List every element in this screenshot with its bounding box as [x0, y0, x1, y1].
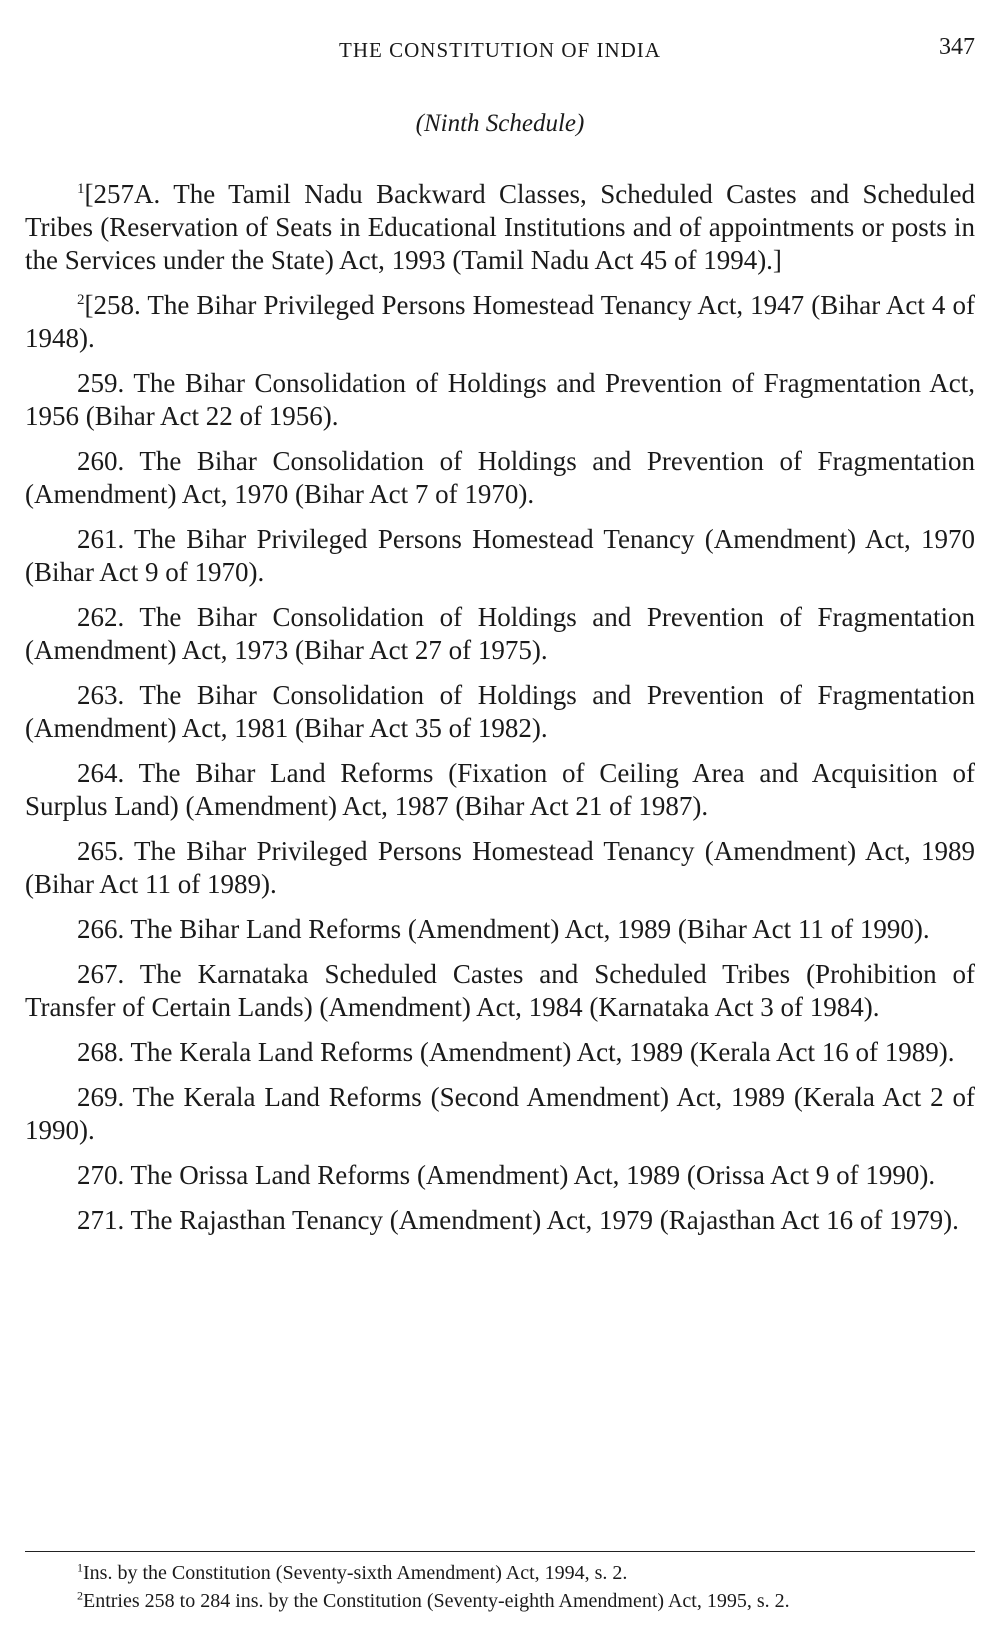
footnotes	[77, 1559, 977, 1615]
footnote-1	[77, 1559, 977, 1587]
entry-261	[25, 523, 975, 589]
footnote-marker: 2	[77, 1588, 83, 1603]
entry-text: 267. The Karnataka Scheduled Castes and Scheduled Tribes (Prohibition of Transfer of Certain Lands) (Amendment) Act, 1984 (Karnataka Act 3 of 1984).	[25, 959, 975, 1022]
entry-262	[25, 601, 975, 667]
entry-text: 260. The Bihar Consolidation of Holdings and Prevention of Fragmentation (Amendment) Act, 1970 (Bihar Act 7 of 1970).	[25, 446, 975, 509]
entry-text: [258. The Bihar Privileged Persons Homestead Tenancy Act, 1947 (Bihar Act 4 of 1948).	[25, 290, 975, 353]
entry-260	[25, 445, 975, 511]
entry-271	[25, 1204, 975, 1237]
entry-text: 265. The Bihar Privileged Persons Homestead Tenancy (Amendment) Act, 1989 (Bihar Act 11 of 1989).	[25, 836, 975, 899]
entry-text: 266. The Bihar Land Reforms (Amendment) Act, 1989 (Bihar Act 11 of 1990).	[77, 914, 930, 944]
entry-264	[25, 757, 975, 823]
entry-text: 259. The Bihar Consolidation of Holdings and Prevention of Fragmentation Act, 1956 (Bihar Act 22 of 1956).	[25, 368, 975, 431]
page-number: 347	[939, 34, 975, 60]
entry-259	[25, 367, 975, 433]
entry-266	[25, 913, 975, 946]
entry-text: [257A. The Tamil Nadu Backward Classes, Scheduled Castes and Scheduled Tribes (Reservation of Seats in Educational Institutions and of appointments or posts in the Services under the State) Act, 1993 (Tamil Nadu Act 45 of 1994).]	[25, 179, 975, 275]
entry-257a	[25, 178, 975, 277]
entry-text: 271. The Rajasthan Tenancy (Amendment) Act, 1979 (Rajasthan Act 16 of 1979).	[77, 1205, 959, 1235]
entry-268	[25, 1036, 975, 1069]
entry-text: 270. The Orissa Land Reforms (Amendment) Act, 1989 (Orissa Act 9 of 1990).	[77, 1160, 936, 1190]
footnote-divider	[25, 1551, 975, 1552]
entry-text: 261. The Bihar Privileged Persons Homestead Tenancy (Amendment) Act, 1970 (Bihar Act 9 of 1970).	[25, 524, 975, 587]
entry-text: 263. The Bihar Consolidation of Holdings and Prevention of Fragmentation (Amendment) Act, 1981 (Bihar Act 35 of 1982).	[25, 680, 975, 743]
entry-258	[25, 289, 975, 355]
entry-269	[25, 1081, 975, 1147]
footnote-text: Ins. by the Constitution (Seventy-sixth Amendment) Act, 1994, s. 2.	[83, 1562, 628, 1584]
running-head-title: THE CONSTITUTION OF INDIA	[339, 38, 661, 62]
entry-text: 268. The Kerala Land Reforms (Amendment) Act, 1989 (Kerala Act 16 of 1989).	[77, 1037, 955, 1067]
footnote-marker: 1	[77, 181, 85, 197]
footnote-marker: 2	[77, 292, 85, 308]
entry-list	[25, 178, 975, 1249]
footnote-2	[77, 1587, 977, 1615]
footnote-text: Entries 258 to 284 ins. by the Constitution (Seventy-eighth Amendment) Act, 1995, s. 2.	[83, 1590, 790, 1612]
entry-text: 269. The Kerala Land Reforms (Second Amendment) Act, 1989 (Kerala Act 2 of 1990).	[25, 1082, 975, 1145]
entry-270	[25, 1159, 975, 1192]
entry-267	[25, 958, 975, 1024]
entry-text: 262. The Bihar Consolidation of Holdings and Prevention of Fragmentation (Amendment) Act, 1973 (Bihar Act 27 of 1975).	[25, 602, 975, 665]
schedule-caption: (Ninth Schedule)	[415, 110, 585, 137]
entry-text: 264. The Bihar Land Reforms (Fixation of Ceiling Area and Acquisition of Surplus Land) (Amendment) Act, 1987 (Bihar Act 21 of 1987).	[25, 758, 975, 821]
entry-265	[25, 835, 975, 901]
entry-263	[25, 679, 975, 745]
footnote-marker: 1	[77, 1560, 83, 1575]
